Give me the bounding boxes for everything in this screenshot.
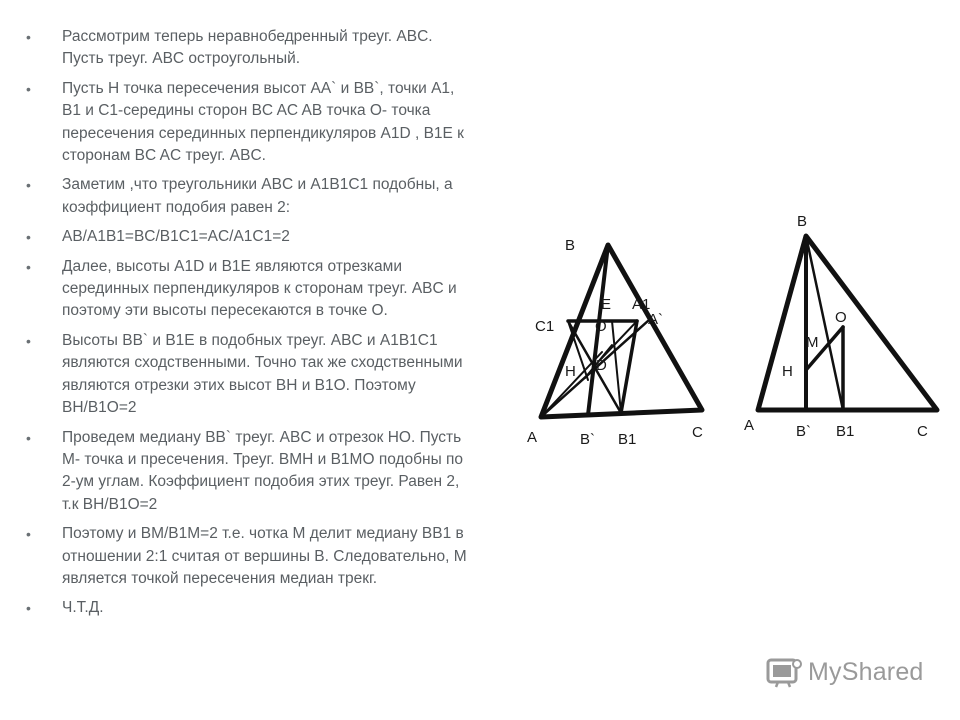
label-d: D: [596, 357, 607, 374]
label-m: M: [806, 334, 819, 351]
bullet-dot: •: [26, 80, 31, 97]
label-a: A: [527, 429, 538, 446]
bullet-text: Далее, высоты A1D и B1E являются отрезками серединных перпендикуляров к сторонам треуг. ABC и поэтому эти высоты пересекаются в точке O.: [62, 257, 457, 320]
triangle-abc: [758, 236, 937, 410]
bullet-text: Ч.Т.Д.: [62, 599, 104, 617]
bullet-item: [26, 256, 476, 323]
bullet-text: Проведем медиану BB` треуг. ABC и отрезок HO. Пусть M- точка и пресечения. Треуг. BMH и B1MO подобны по 2-ум углам. Коэффициент подобия этих треуг. Равен 2, т.к BH/B1O=2: [62, 428, 464, 513]
bullet-text: Поэтому и BM/B1M=2 т.е. чотка M делит медиану BB1 в отношении 2:1 считая от вершины B. Следовательно, M является точкой пересечения медиан трекг.: [62, 525, 467, 587]
label-e: E: [601, 296, 612, 313]
bullet-text: Рассмотрим теперь неравнобедренный треуг. ABC. Пусть треуг. ABC остроугольный.: [62, 28, 433, 68]
bullet-dot: •: [26, 258, 31, 275]
bullet-text: Высоты BB` и B1E в подобных треуг. ABC и A1B1C1 являются сходственными. Точно так же сходственными являются отрезки этих высот BH и B1O. Поэтому BH/B1O=2: [62, 331, 463, 417]
bullet-dot: •: [26, 332, 31, 349]
watermark-logo: [766, 656, 936, 692]
bullet-item: [26, 523, 476, 590]
bullet-dot: •: [26, 429, 31, 446]
label-b1: B1: [836, 423, 855, 440]
bullet-text: AB/A1B1=BC/B1C1=AC/A1C1=2: [62, 228, 290, 246]
label-o: O: [595, 318, 607, 335]
label-b1: B1: [618, 431, 637, 448]
bullet-item: [26, 330, 476, 420]
label-a1: A1: [632, 296, 651, 313]
label-c: C: [692, 424, 703, 441]
bullet-item: [26, 78, 476, 168]
triangle-figure-left: [520, 230, 720, 450]
watermark-text: MyShared: [808, 658, 924, 686]
bullet-dot: •: [26, 177, 31, 194]
bullet-list: [26, 26, 476, 627]
label-b: B: [797, 213, 808, 230]
label-a: A: [744, 417, 755, 434]
bullet-dot: •: [26, 526, 31, 543]
bullet-text: Заметим ,что треугольники ABC и A1B1C1 подобны, а коэффициент подобия равен 2:: [62, 176, 453, 216]
label-c: C: [917, 423, 928, 440]
bullet-dot: •: [26, 29, 31, 45]
bullet-item: [26, 174, 476, 219]
label-h: H: [565, 363, 576, 380]
label-c1: C1: [535, 318, 555, 335]
bullet-item: [26, 597, 476, 619]
bullet-text: Пусть H точка пересечения высот AA` и BB`, точки A1, B1 и C1-середины сторон BC AC AB точка O- точка пересечения серединных перпендикуляров A1D , B1E к сторонам BC AC треуг. ABC.: [62, 79, 464, 165]
slideshow-logo-icon: [766, 658, 802, 688]
label-b-prime: B`: [580, 431, 595, 448]
triangle-figure-right: [740, 205, 950, 445]
bullet-item: [26, 427, 476, 517]
label-h: H: [782, 363, 793, 380]
bullet-dot: •: [26, 229, 31, 246]
label-o: O: [835, 309, 847, 326]
label-b: B: [565, 237, 576, 254]
bullet-dot: •: [26, 600, 31, 617]
bullet-item: [26, 226, 476, 248]
bullet-item: [26, 26, 476, 71]
label-b-prime: B`: [796, 423, 811, 440]
label-a-prime: A`: [648, 311, 663, 328]
